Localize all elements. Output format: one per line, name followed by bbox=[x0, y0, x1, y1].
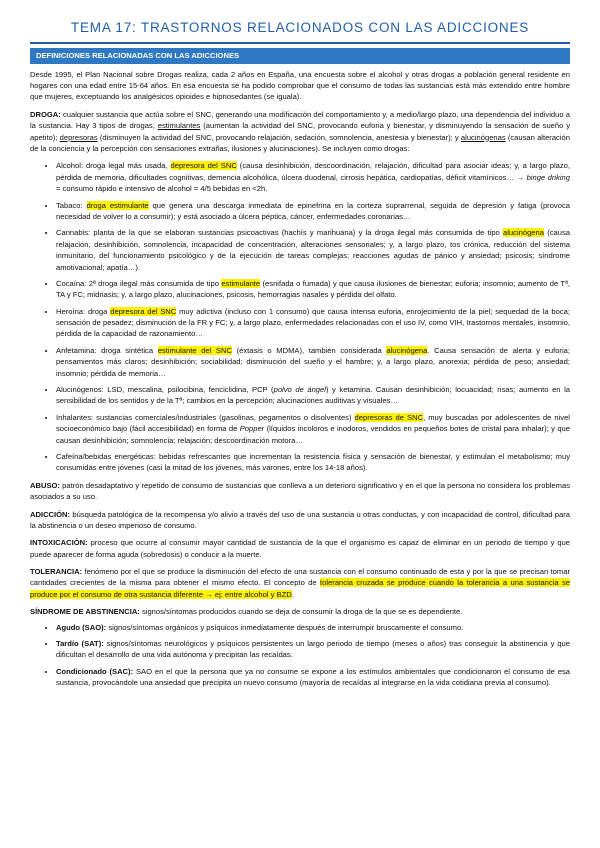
drug-item-cafeina bbox=[56, 451, 570, 474]
drug-item-tabaco bbox=[56, 200, 570, 223]
abstinencia-definition bbox=[30, 606, 570, 617]
alcohol-highlight: depresora del SNC bbox=[170, 161, 237, 171]
cocaina-highlight: estimulante bbox=[221, 278, 261, 288]
tardio-term: Tardío (SAT): bbox=[56, 639, 104, 649]
heroina-text-a: Heroína: droga bbox=[56, 306, 111, 316]
alucinogenos-text-b: ) y ketamina. Causan desinhibición; locuacidad; risas; aumento en la sensibilidad de los sentidos y de la Tª; cambios en la percepción; alucinaciones auditivas y visuales… bbox=[56, 385, 571, 406]
droga-text-4: (causan alteración de la conciencia y la percepción con sensaciones extrañas, ilusiones y alucinaciones). Se incluyen como drogas: bbox=[30, 132, 570, 153]
alcohol-text-b: (causa desinhibición, descoordinación, relajación, dificultad para asociar ideas; y, a largo plazo, pérdida de memoria, dificultades cognitivas, demencia alcohólica, úlcera duodenal, cirrosis hepática, cardiopatías, déficit vitamínicos… → bbox=[56, 161, 570, 182]
cafeina-text: Cafeína/bebidas energéticas: bebidas refrescantes que incrementan la resistencia física y sensación de bienestar, y estimulan el metabolismo; muy consumidas entre jóvenes (casi la mitad de los jóvenes, más varones, entre los 14-18 años). bbox=[56, 451, 570, 473]
anfetamina-text-b: (éxtasis o MDMA), también considerada bbox=[231, 345, 387, 355]
abuso-term: ABUSO: bbox=[30, 480, 60, 490]
tolerancia-definition bbox=[30, 566, 570, 600]
tolerancia-text-2: . bbox=[291, 589, 294, 599]
alcohol-italic: binge driking bbox=[526, 172, 571, 182]
intoxicacion-term: INTOXICACIÓN: bbox=[30, 538, 88, 548]
agudo-term: Agudo (SAO): bbox=[56, 622, 107, 632]
cocaina-text-a: Cocaína: 2ª droga ilegal más consumida de tipo bbox=[56, 278, 222, 288]
drug-item-cannabis bbox=[56, 227, 570, 273]
drug-item-inhalantes bbox=[56, 412, 570, 446]
cannabis-highlight: alucinógena bbox=[503, 228, 544, 238]
alcohol-text-c: = consumo rápido e intensivo de alcohol = 4/5 bebidas en <2h. bbox=[56, 184, 268, 194]
anfetamina-highlight-1: estimulante del SNC bbox=[157, 345, 232, 355]
adiccion-definition bbox=[30, 509, 570, 532]
abuso-definition bbox=[30, 480, 570, 503]
tabaco-text-b: que genera una descarga inmediata de epinefrina en la corteza suprarrenal, seguida de depresión y fatiga (provoca necesidad de volver lo a consumir); y está asociado a úlcera péptica, cáncer, enfermedades coronarias… bbox=[56, 200, 570, 221]
tolerancia-term: TOLERANCIA: bbox=[30, 567, 83, 577]
anfetamina-text-c: . Causa sensación de alerta y euforia; pensamientos más claros; desinhibición; sociabilidad; disminución del sueño y el hambre; y, a largo plazo, anorexia; pérdida de peso; ansiedad; insomnio; pérdida de memoria… bbox=[56, 345, 570, 378]
section-header: DEFINICIONES RELACIONADAS CON LAS ADICCIONES bbox=[30, 48, 570, 63]
alcohol-text-a: Alcohol: droga legal más usada, bbox=[56, 161, 171, 171]
droga-term: DROGA: bbox=[30, 109, 61, 119]
intro-paragraph: Desde 1995, el Plan Nacional sobre Drogas realiza, cada 2 años en España, una encuesta sobre el alcohol y otras drogas a población general residente en hogares con una edad entre 15-64 años. En esa encuesta se ha podido comprobar que el consumo de todas las sustancias está más extendido entre hombre que mujeres, exceptuando los analgésicos opioides e hipnosedantes (se iguala). bbox=[30, 69, 570, 102]
drug-item-cocaina bbox=[56, 278, 570, 301]
cannabis-text-b: (causa relajación, desinhibición, somnolencia, incapacidad de concentración, alteraciones sensoriales; y, a largo plazo, tos crónica, reducción del sistema inmunitario, del funcionamiento psicológico y de la ejecución de tareas complejas; reacciones agudas de pánico y ansiedad; psicosis; síndrome amotivacional; apatía…). bbox=[56, 228, 571, 272]
inhalantes-text-c: (líquidos incoloros e inodoros, vendidos en pequeños botes de cristal para inhalar); y que causan desinhibición; somnolencia; relajación; descoordinación motora… bbox=[56, 424, 571, 445]
abstinencia-item-tardio bbox=[56, 638, 570, 661]
adiccion-term: ADICCIÓN: bbox=[30, 509, 71, 519]
alucinogenas-term: alucinógenas bbox=[460, 132, 506, 142]
abstinencia-list bbox=[30, 622, 570, 689]
condicionado-term: Condicionado (SAC): bbox=[56, 666, 134, 676]
anfetamina-text-a: Anfetamina: droga sintética bbox=[56, 345, 158, 355]
droga-text-3: (disminuyen la actividad del SNC, provocando relajación, sedación, somnolencia, anestesia y bienestar); y bbox=[97, 132, 461, 142]
droga-text-2: (aumentan la actividad del SNC, provocando euforia y bienestar, y disminuyendo la sensación de sueño y apetito); bbox=[30, 121, 570, 142]
intoxicacion-text: proceso que ocurre al consumir mayor cantidad de sustancia de la que el organismo es capaz de eliminar en un periodo de tiempo y que puede aparecer de forma aguda (sobredosis) o conducir a la muerte. bbox=[30, 538, 570, 559]
adiccion-text: búsqueda patológica de la recompensa y/o alivio a través del uso de una sustancia u otras conductas, y con incapacidad de control, dificultad para la abstinencia o un deseo imperioso de consumo. bbox=[30, 509, 570, 530]
tolerancia-highlight: tolerancia cruzada se produce cuando la tolerancia a una sustancia se produce por el consumo de otra sustancia diferente → ej: entre alcohol y BZD bbox=[30, 578, 570, 599]
abstinencia-text: signos/síntomas producidos cuando se deja de consumir la droga de la que se es dependiente. bbox=[139, 607, 463, 617]
tolerancia-text-1: fenómeno por el que se produce la disminución del efecto de una sustancia con el consumo continuado de esta y por la que se precisan tomar cantidades crecientes de la misma para obtener el mismo efecto. El concepto de bbox=[30, 567, 570, 588]
abstinencia-term: SÍNDROME DE ABSTINENCIA: bbox=[30, 607, 140, 617]
inhalantes-highlight: depresoras de SNC bbox=[354, 412, 424, 422]
tabaco-text-a: Tabaco: bbox=[56, 200, 87, 210]
drug-item-alcohol bbox=[56, 160, 570, 194]
intoxicacion-definition bbox=[30, 537, 570, 560]
agudo-text: signos/síntomas orgánicos y psíquicos inmediatamente después de interrumpir bruscamente el consumo. bbox=[106, 622, 464, 632]
condicionado-text: SAO en el que la persona que ya no consume se expone a los estímulos ambientales que condicionaron el consumo de esa sustancia, provocándole una ansiedad que precipita un nuevo consumo (mayoría de recaídas al integrarse en la vida cotidiana previa al consumo). bbox=[56, 666, 571, 688]
alucinogenos-text-a: Alucinógenos: LSD, mescalina, psilocibina, fenciclidina, PCP ( bbox=[56, 385, 274, 395]
heroina-text-b: muy adictiva (incluso con 1 consumo) que causa intensa euforia, enrojecimiento de la piel; sequedad de la boca; sensación de pesadez; disminución de la FR y FC; y, a largo plazo, enfermedades relacionadas con el uso IV, como VIH, trastornos mentales, insomnio, pérdida de la capacidad de razonamiento… bbox=[56, 306, 570, 339]
abstinencia-item-agudo bbox=[56, 622, 570, 633]
drug-list bbox=[30, 160, 570, 473]
droga-definition bbox=[30, 109, 570, 155]
estimulantes-term: estimulantes bbox=[157, 121, 201, 131]
anfetamina-highlight-2: alucinógena bbox=[386, 345, 428, 355]
depresoras-term: depresoras bbox=[59, 132, 98, 142]
drug-item-heroina bbox=[56, 306, 570, 340]
drug-item-anfetamina bbox=[56, 345, 570, 379]
heroina-highlight: depresora del SNC bbox=[110, 306, 177, 316]
page-title: TEMA 17: TRASTORNOS RELACIONADOS CON LAS ADICCIONES bbox=[30, 18, 570, 44]
cocaina-text-b: (esnifada o fumada) y que causa ilusiones de bienestar; euforia; insomnio; aumento de Tª, TA y FC; midriasis; y, a largo plazo, alucinaciones, psicosis, hemorragias nasales y pérdida del olfato. bbox=[56, 278, 570, 300]
tabaco-highlight: droga estimulante bbox=[86, 200, 149, 210]
tardio-text: signos/síntomas neurológicos y psíquicos persistentes un largo periodo de tiempo (meses o años) tras conseguir la abstinencia y que dificultan el desarrollo de una vida autónoma y precipitan las recaídas. bbox=[56, 639, 570, 660]
droga-text-1: cualquier sustancia que actúa sobre el SNC, generando una modificación del comportamiento y, a medio/largo plazo, una dependencia del individuo a la sustancia. Hay 3 tipos de drogas, bbox=[30, 109, 570, 131]
inhalantes-italic: Popper bbox=[239, 424, 265, 434]
abstinencia-item-condicionado bbox=[56, 666, 570, 689]
abuso-text: patrón desadaptativo y repetido de consumo de sustancias que conlleva a un deterioro significativo y en el que la persona no considera los problemas asociados a su uso. bbox=[30, 480, 570, 502]
alucinogenos-italic: polvo de ángel bbox=[273, 385, 326, 395]
inhalantes-text-b: , muy buscadas por adolescentes de nivel socioeconómico bajo (fácil accesibilidad) en forma de bbox=[56, 412, 570, 434]
drug-item-alucinogenos bbox=[56, 384, 570, 407]
inhalantes-text-a: Inhalantes: sustancias comerciales/industriales (gasolinas, pegamentos o disolventes) bbox=[56, 412, 355, 422]
cannabis-text-a: Cannabis: planta de la que se elaboran sustancias psicoactivas (hachís y marihuana) y la droga ilegal más consumida de tipo bbox=[56, 228, 504, 238]
